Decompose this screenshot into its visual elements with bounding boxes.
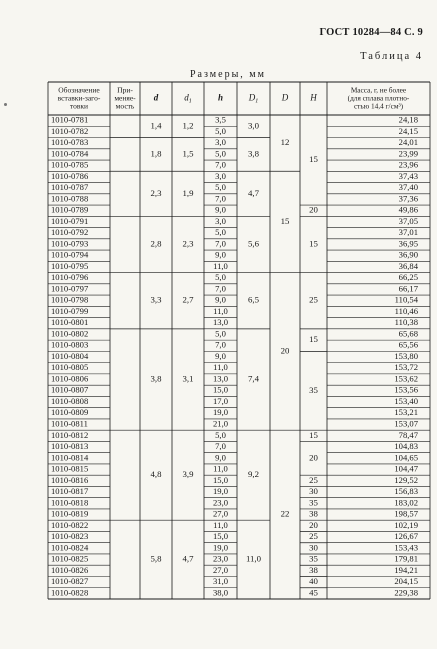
cell-code: 1010-0781 (51, 114, 89, 125)
cell-D1: 9,2 (248, 469, 259, 480)
col-head-mass: стью 14,4 г/см³) (353, 101, 404, 111)
cell-h: 17,0 (212, 395, 229, 406)
cell-H: 20 (309, 204, 318, 215)
cell-d1: 1,9 (182, 187, 194, 198)
col-head-D: D (281, 92, 289, 103)
cell-mass: 23,99 (398, 148, 418, 159)
cell-mass: 156,83 (394, 486, 418, 497)
cell-D1: 4,7 (248, 187, 259, 198)
cell-code: 1010-0822 (51, 519, 89, 530)
cell-h: 9,0 (215, 350, 226, 361)
cell-d1: 1,2 (182, 120, 194, 131)
cell-h: 3,5 (215, 114, 226, 125)
cell-h: 3,0 (215, 215, 226, 226)
cell-code: 1010-0804 (51, 350, 89, 361)
cell-h: 19,0 (212, 407, 229, 418)
cell-h: 11,0 (213, 305, 228, 316)
cell-code: 1010-0827 (51, 576, 89, 587)
cell-mass: 153,56 (394, 384, 418, 395)
cell-mass: 194,21 (394, 564, 418, 575)
cell-d1: 1,5 (182, 148, 194, 159)
cell-code: 1010-0825 (51, 553, 89, 564)
col-head-use: мость (115, 101, 135, 111)
cell-H: 38 (309, 508, 318, 519)
cell-h: 27,0 (212, 508, 229, 519)
cell-mass: 66,25 (398, 272, 418, 283)
cell-D1: 5,6 (248, 238, 259, 249)
cell-h: 11,0 (213, 463, 228, 474)
cell-code: 1010-0826 (51, 564, 89, 575)
cell-code: 1010-0808 (51, 395, 89, 406)
cell-mass: 229,38 (394, 587, 418, 598)
col-head-D1: $D_1$ (248, 92, 259, 105)
cell-h: 5,0 (215, 182, 226, 193)
cell-code: 1010-0806 (51, 373, 89, 384)
cell-h: 7,0 (215, 441, 226, 452)
cell-d-value: 1,4 (150, 120, 162, 131)
cell-h: 9,0 (215, 294, 226, 305)
cell-mass: 37,40 (398, 182, 418, 193)
cell-d1: 2,3 (182, 238, 194, 249)
cell-code: 1010-0805 (51, 362, 89, 373)
cell-mass: 153,40 (394, 395, 418, 406)
cell-mass: 204,15 (394, 576, 418, 587)
cell-mass: 153,72 (394, 362, 418, 373)
col-head-code: товки (69, 101, 89, 111)
cell-mass: 183,02 (394, 497, 418, 508)
cell-h: 23,0 (212, 553, 229, 564)
cell-D: 22 (280, 508, 290, 519)
cell-H: 35 (309, 553, 318, 564)
cell-h: 7,0 (215, 159, 226, 170)
cell-d1: 3,1 (182, 373, 194, 384)
cell-code: 1010-0793 (51, 238, 89, 249)
cell-H: 35 (309, 497, 318, 508)
cell-code: 1010-0819 (51, 508, 89, 519)
cell-mass: 104,83 (394, 441, 418, 452)
cell-h: 7,0 (215, 339, 226, 350)
cell-H: 25 (309, 474, 318, 485)
col-head-d1: $d_1$ (184, 92, 192, 105)
cell-code: 1010-0807 (51, 384, 89, 395)
cell-mass: 78,47 (398, 429, 418, 440)
cell-d-value: 3,3 (150, 294, 162, 305)
cell-mass: 153,07 (394, 418, 418, 429)
cell-d-value: 5,8 (150, 553, 162, 564)
cell-code: 1010-0803 (51, 339, 89, 350)
cell-D: 12 (280, 137, 290, 148)
cell-mass: 36,84 (398, 260, 418, 271)
cell-mass: 36,95 (398, 238, 418, 249)
cell-d-value: 2,3 (150, 187, 162, 198)
table-caption: Размеры, мм (190, 69, 266, 80)
cell-H: 45 (309, 587, 318, 598)
cell-h: 31,0 (212, 576, 229, 587)
cell-h: 11,0 (213, 519, 228, 530)
cell-code: 1010-0802 (51, 328, 89, 339)
cell-h: 5,0 (215, 328, 226, 339)
cell-code: 1010-0796 (51, 272, 89, 283)
cell-code: 1010-0813 (51, 441, 89, 452)
cell-code: 1010-0783 (51, 137, 89, 148)
col-head-use: меняе- (114, 93, 136, 103)
cell-h: 3,0 (215, 137, 226, 148)
cell-h: 38,0 (212, 587, 229, 598)
cell-h: 5,0 (215, 148, 226, 159)
col-head-H: H (310, 92, 317, 103)
cell-mass: 104,65 (394, 452, 418, 463)
cell-mass: 24,15 (398, 125, 418, 136)
cell-mass: 23,96 (398, 159, 418, 170)
col-head-mass: (для сплава плотно- (347, 93, 410, 103)
cell-h: 7,0 (215, 193, 226, 204)
cell-H: 30 (309, 542, 318, 553)
cell-code: 1010-0823 (51, 531, 89, 542)
cell-h: 15,0 (212, 474, 229, 485)
cell-mass: 198,57 (394, 508, 418, 519)
col-head-use: При- (117, 85, 133, 95)
cell-mass: 49,86 (398, 204, 418, 215)
col-head-code: Обозначение (58, 85, 100, 95)
cell-code: 1010-0814 (51, 452, 89, 463)
cell-d1: 3,9 (182, 469, 194, 480)
cell-mass: 179,81 (394, 553, 418, 564)
cell-code: 1010-0786 (51, 170, 89, 181)
cell-D: 20 (280, 345, 290, 356)
cell-H: 15 (309, 334, 318, 345)
col-head-code: вставки-заго- (57, 93, 101, 103)
cell-mass: 110,54 (394, 294, 418, 305)
cell-code: 1010-0789 (51, 204, 89, 215)
cell-H: 15 (309, 154, 318, 165)
cell-d-value: 3,8 (150, 373, 162, 384)
cell-mass: 153,62 (394, 373, 418, 384)
cell-h: 7,0 (215, 283, 226, 294)
cell-code: 1010-0811 (51, 418, 88, 429)
cell-code: 1010-0828 (51, 587, 89, 598)
cell-code: 1010-0809 (51, 407, 89, 418)
cell-mass: 126,67 (394, 531, 418, 542)
cell-code: 1010-0788 (51, 193, 89, 204)
cell-mass: 36,90 (398, 249, 418, 260)
cell-mass: 24,01 (398, 137, 418, 148)
cell-D1: 3,8 (248, 148, 259, 159)
cell-code: 1010-0817 (51, 486, 89, 497)
cell-h: 3,0 (215, 170, 226, 181)
cell-H: 35 (309, 384, 318, 395)
cell-code: 1010-0782 (51, 125, 89, 136)
cell-mass: 37,01 (398, 227, 418, 238)
cell-d-value: 1,8 (150, 148, 162, 159)
cell-d-value: 4,8 (150, 469, 162, 480)
cell-code: 1010-0787 (51, 182, 89, 193)
cell-h: 15,0 (212, 384, 229, 395)
cell-mass: 37,36 (398, 193, 418, 204)
cell-h: 9,0 (215, 249, 226, 260)
cell-h: 19,0 (212, 542, 229, 553)
cell-h: 7,0 (215, 238, 226, 249)
cell-mass: 153,21 (394, 407, 418, 418)
cell-mass: 129,52 (394, 474, 418, 485)
cell-code: 1010-0824 (51, 542, 89, 553)
cell-mass: 102,19 (394, 519, 418, 530)
cell-d1: 2,7 (182, 294, 194, 305)
cell-mass: 66,17 (398, 283, 418, 294)
cell-h: 5,0 (215, 227, 226, 238)
cell-code: 1010-0815 (51, 463, 89, 474)
cell-H: 20 (309, 452, 318, 463)
col-head-h: h (217, 92, 224, 103)
cell-h: 5,0 (215, 429, 226, 440)
cell-H: 25 (309, 294, 318, 305)
cell-code: 1010-0799 (51, 305, 89, 316)
cell-code: 1010-0785 (51, 159, 89, 170)
cell-D1: 7,4 (248, 373, 259, 384)
cell-code: 1010-0816 (51, 474, 89, 485)
cell-code: 1010-0797 (51, 283, 89, 294)
cell-D1: 6,5 (248, 294, 259, 305)
table-number: Таблица 4 (360, 51, 423, 62)
cell-H: 15 (309, 429, 318, 440)
cell-d-value: 2,8 (150, 238, 162, 249)
cell-mass: 24,18 (398, 114, 418, 125)
cell-H: 15 (309, 238, 318, 249)
cell-mass: 153,80 (394, 350, 418, 361)
cell-h: 27,0 (212, 564, 229, 575)
cell-H: 30 (309, 486, 318, 497)
cell-h: 15,0 (212, 531, 229, 542)
col-head-d: d (153, 92, 159, 103)
cell-h: 9,0 (215, 204, 226, 215)
cell-code: 1010-0792 (51, 227, 89, 238)
cell-H: 20 (309, 519, 318, 530)
cell-h: 23,0 (212, 497, 229, 508)
cell-code: 1010-0784 (51, 148, 89, 159)
cell-code: 1010-0798 (51, 294, 89, 305)
cell-mass: 110,46 (394, 305, 418, 316)
cell-D1: 11,0 (245, 553, 262, 564)
cell-code: 1010-0794 (51, 249, 89, 260)
cell-h: 13,0 (212, 373, 229, 384)
cell-mass: 37,43 (398, 170, 418, 181)
cell-code: 1010-0812 (51, 429, 89, 440)
cell-mass: 110,38 (394, 317, 418, 328)
cell-h: 13,0 (212, 317, 229, 328)
cell-code: 1010-0791 (51, 215, 89, 226)
col-head-mass: Масса, г, не более (350, 85, 407, 95)
cell-h: 5,0 (215, 272, 226, 283)
cell-code: 1010-0801 (51, 317, 89, 328)
cell-mass: 104,47 (394, 463, 418, 474)
cell-d1: 4,7 (182, 553, 194, 564)
cell-D1: 3,0 (248, 120, 259, 131)
cell-h: 5,0 (215, 125, 226, 136)
cell-h: 11,0 (213, 362, 228, 373)
cell-mass: 65,56 (398, 339, 418, 350)
cell-D: 15 (280, 215, 290, 226)
cell-h: 11,0 (213, 260, 228, 271)
cell-mass: 153,43 (394, 542, 418, 553)
cell-code: 1010-0795 (51, 260, 89, 271)
cell-mass: 65,68 (398, 328, 418, 339)
cell-code: 1010-0818 (51, 497, 89, 508)
cell-h: 9,0 (215, 452, 226, 463)
standard-header: ГОСТ 10284—84 С. 9 (319, 27, 423, 38)
cell-H: 38 (309, 564, 318, 575)
cell-h: 19,0 (212, 486, 229, 497)
cell-h: 21,0 (212, 418, 229, 429)
cell-mass: 37,05 (398, 215, 418, 226)
cell-H: 25 (309, 531, 318, 542)
cell-H: 40 (309, 576, 318, 587)
